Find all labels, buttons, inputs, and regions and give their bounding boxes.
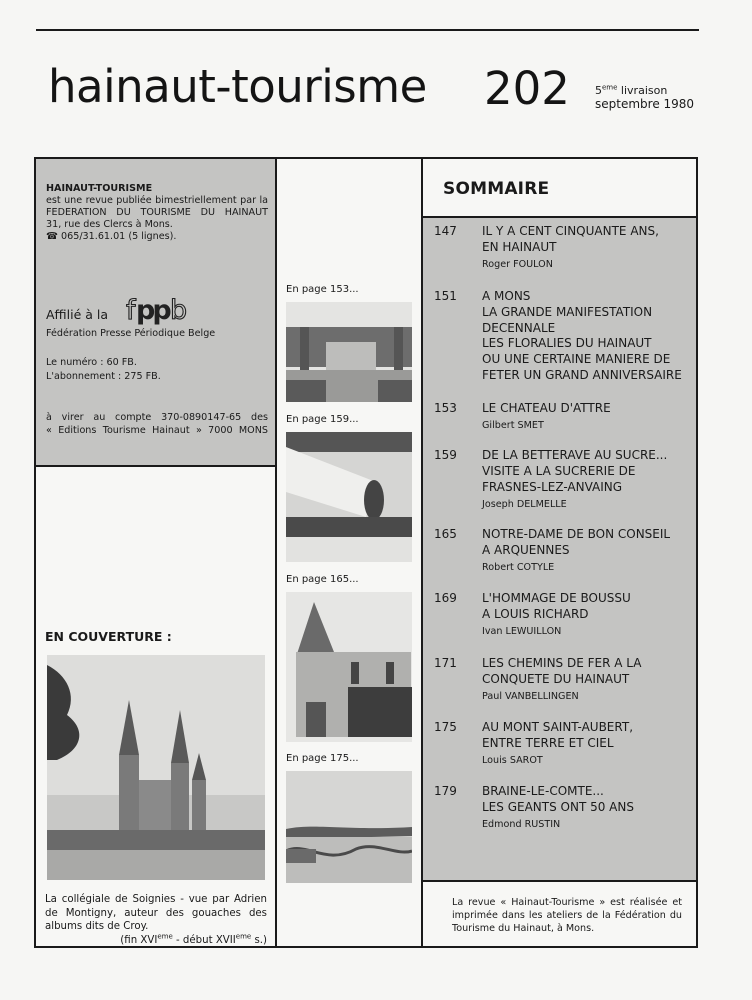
edition-number: 5 xyxy=(595,84,602,97)
contents-frame xyxy=(34,157,698,948)
printer-note-line: La revue « Hainaut-Tourisme » est réalisée et xyxy=(452,897,682,908)
caption-line: albums dits de Croy. xyxy=(45,921,149,932)
era-text: s.) xyxy=(251,934,267,946)
thumbnail-label: En page 159... xyxy=(286,414,359,425)
thumbnail-sucrerie[interactable] xyxy=(286,432,412,562)
account-line: à virer au compte 370-0890147-65 des xyxy=(46,412,268,423)
toc-title-line: A LOUIS RICHARD xyxy=(482,606,589,621)
publisher-name: HAINAUT-TOURISME xyxy=(46,183,153,194)
toc-title-line: CONQUETE DU HAINAUT xyxy=(482,671,630,686)
toc-page-number: 151 xyxy=(434,289,457,303)
thumbnail-column xyxy=(277,159,423,946)
affiliation-label: Affilié à la xyxy=(46,307,109,322)
printer-note-line: imprimée dans les ateliers de la Fédération du xyxy=(452,910,682,921)
toc-title xyxy=(482,401,690,417)
cover-caption xyxy=(45,893,267,947)
cover-section xyxy=(36,467,275,946)
toc-title-line: LES GEANTS ONT 50 ANS xyxy=(482,799,634,814)
toc-author: Edmond RUSTIN xyxy=(482,819,561,830)
federation-name: FEDERATION DU TOURISME DU HAINAUT xyxy=(46,207,268,218)
thumbnail-label: En page 165... xyxy=(286,574,359,585)
era-text: - début XVII xyxy=(172,934,236,946)
toc-title xyxy=(482,448,690,495)
toc-title-line: LA GRANDE MANIFESTATION xyxy=(482,304,653,319)
publisher-line: est une revue publiée bimestriellement par la xyxy=(46,195,268,206)
phone-line xyxy=(46,231,268,243)
toc-title-line: ENTRE TERRE ET CIEL xyxy=(482,735,614,750)
edition-info xyxy=(595,84,694,112)
cover-image xyxy=(47,655,265,880)
publisher-info-box xyxy=(36,159,275,467)
edition-line xyxy=(595,84,694,97)
federation-presse: Fédération Presse Périodique Belge xyxy=(46,328,216,339)
phone-icon: ☎ xyxy=(46,231,58,242)
printer-note xyxy=(452,896,682,935)
toc-title-line: BRAINE-LE-COMTE... xyxy=(482,784,604,798)
thumbnail-label: En page 153... xyxy=(286,284,359,295)
toc-page-number: 159 xyxy=(434,448,457,462)
toc-title xyxy=(482,720,690,752)
toc-author: Louis SAROT xyxy=(482,755,543,766)
sommaire-header xyxy=(423,159,696,218)
svg-text:b: b xyxy=(170,295,185,326)
toc-title-line: LE CHATEAU D'ATTRE xyxy=(482,401,611,415)
toc-title-line: L'HOMMAGE DE BOUSSU xyxy=(482,591,631,605)
thumbnail-mont-saint-aubert[interactable] xyxy=(286,771,412,883)
toc-author: Ivan LEWUILLON xyxy=(482,626,562,637)
thumbnail-label: En page 175... xyxy=(286,753,359,764)
toc-title-line: IL Y A CENT CINQUANTE ANS, xyxy=(482,224,659,238)
phone-number: 065/31.61.01 (5 lignes). xyxy=(61,231,177,242)
toc-title-line: A MONS xyxy=(482,289,531,303)
cover-title: EN COUVERTURE : xyxy=(45,629,172,644)
toc-title-line: EN HAINAUT xyxy=(482,239,557,254)
toc-title-line: A ARQUENNES xyxy=(482,542,570,557)
toc-page-number: 175 xyxy=(434,720,457,734)
toc-author: Joseph DELMELLE xyxy=(482,499,567,510)
sucrerie-photo xyxy=(286,432,412,562)
chapel-photo xyxy=(286,592,412,742)
toc-title xyxy=(482,289,690,384)
magazine-title: hainaut-tourisme xyxy=(48,60,427,113)
edition-word: livraison xyxy=(617,84,668,97)
thumbnail-chateau-attre[interactable] xyxy=(286,302,412,402)
toc-title-line: DECENNALE xyxy=(482,320,556,335)
toc-title-line: LES FLORALIES DU HAINAUT xyxy=(482,336,652,351)
caption-line: La collégiale de Soignies - vue par Adrien xyxy=(45,894,267,905)
toc-page-number: 169 xyxy=(434,591,457,605)
toc-page-number: 147 xyxy=(434,224,457,238)
printer-note-box xyxy=(423,882,696,946)
toc-title xyxy=(482,784,690,816)
printer-note-line: Tourisme du Hainaut, à Mons. xyxy=(452,923,595,934)
price-subscription: L'abonnement : 275 FB. xyxy=(46,371,161,382)
fppb-logo-icon xyxy=(126,295,196,327)
account-holder: « Editions Tourisme Hainaut » 7000 MONS xyxy=(46,425,268,436)
toc-page-number: 153 xyxy=(434,401,457,415)
svg-text:pp: pp xyxy=(136,295,169,326)
toc-title-line: AU MONT SAINT-AUBERT, xyxy=(482,720,634,734)
toc-title xyxy=(482,224,690,256)
landscape-photo xyxy=(286,771,412,883)
toc-title-line: FETER UN GRAND ANNIVERSAIRE xyxy=(482,367,682,382)
toc-author: Robert COTYLE xyxy=(482,562,555,573)
issue-number: 202 xyxy=(484,62,570,115)
toc-title-line: VISITE A LA SUCRERIE DE xyxy=(482,463,636,478)
toc-title-line: NOTRE-DAME DE BON CONSEIL xyxy=(482,527,671,541)
toc-author: Roger FOULON xyxy=(482,259,553,270)
toc-title xyxy=(482,527,690,559)
left-column xyxy=(36,159,277,946)
sommaire-column xyxy=(423,159,696,946)
price-issue: Le numéro : 60 FB. xyxy=(46,357,137,368)
top-rule xyxy=(36,29,699,31)
caption-line: de Montigny, auteur des gouaches des xyxy=(45,907,267,919)
toc-title xyxy=(482,591,690,623)
edition-superscript: eme xyxy=(602,83,618,92)
toc-author: Paul VANBELLINGEN xyxy=(482,691,579,702)
svg-text:f: f xyxy=(126,295,133,326)
era-text: (fin XVI xyxy=(120,934,158,946)
toc-title-line: FRASNES-LEZ-ANVAING xyxy=(482,479,623,494)
toc-title-line: OU UNE CERTAINE MANIERE DE xyxy=(482,352,671,367)
toc-title-line: LES CHEMINS DE FER A LA xyxy=(482,656,642,670)
thumbnail-notre-dame[interactable] xyxy=(286,592,412,742)
issue-date: septembre 1980 xyxy=(595,97,695,112)
toc-page-number: 171 xyxy=(434,656,457,670)
toc-author: Gilbert SMET xyxy=(482,420,544,431)
toc-title xyxy=(482,656,690,688)
chateau-photo xyxy=(286,302,412,402)
caption-era xyxy=(45,934,267,948)
address: 31, rue des Clercs à Mons. xyxy=(46,219,173,230)
toc-page-number: 179 xyxy=(434,784,457,798)
toc-title-line: DE LA BETTERAVE AU SUCRE... xyxy=(482,448,668,462)
era-sup: eme xyxy=(157,932,173,941)
era-sup: eme xyxy=(235,932,252,941)
collegiate-church-illustration xyxy=(47,655,265,880)
toc-page-number: 165 xyxy=(434,527,457,541)
table-of-contents xyxy=(423,218,696,882)
sommaire-title: SOMMAIRE xyxy=(443,179,550,199)
